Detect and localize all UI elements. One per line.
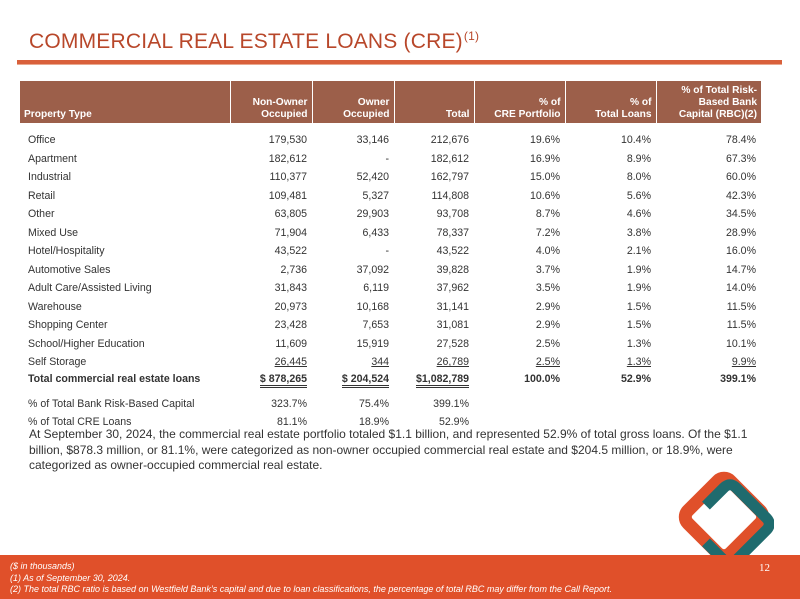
- table-cell: [474, 372, 565, 387]
- table-cell: [656, 187, 761, 206]
- cell-text: 1.3%: [626, 337, 651, 350]
- cell-text: 8.7%: [535, 208, 560, 221]
- table-cell: [394, 353, 474, 372]
- cell-text: 33,146: [356, 134, 389, 147]
- table-cell: [394, 335, 474, 354]
- table-cell: [656, 168, 761, 187]
- header-line: Total Loans: [595, 109, 652, 120]
- table-cell: [230, 298, 312, 317]
- table-cell: [394, 224, 474, 243]
- footnote-2: (2) The total RBC ratio is based on Westfield Bank’s capital and due to loan classifications, the percentage of total RBC may differ from the Call Report.: [10, 584, 612, 594]
- table-cell: [474, 168, 565, 187]
- cell-text: 9.9%: [731, 356, 756, 369]
- table-row: [20, 187, 761, 206]
- table-cell: [656, 387, 761, 414]
- cell-text: 43,522: [274, 245, 307, 258]
- cell-text: 11.5%: [726, 319, 756, 332]
- summary-paragraph: At September 30, 2024, the commercial real estate portfolio totaled $1.1 billion, and represented 52.9% of total gross loans. Of the $1.1 billion, $878.3 million, or 81.1%, were categorized as non-owner occupied commercial real estate and $204.5 million, or 18.9%, were categorized as owner-occupied commercial real estate.: [29, 427, 748, 472]
- cell-text: 399.1%: [433, 397, 469, 410]
- header-line: % of: [538, 97, 561, 108]
- table-cell: [656, 353, 761, 372]
- table-cell: [394, 298, 474, 317]
- cell-text: 20,973: [274, 300, 307, 313]
- row-label: [20, 123, 230, 150]
- table-cell: [394, 279, 474, 298]
- table-row: [20, 335, 761, 354]
- cell-text: 15,919: [356, 337, 389, 350]
- table-cell: [312, 387, 394, 414]
- cell-text: Shopping Center: [28, 319, 108, 332]
- table-cell: [230, 168, 312, 187]
- cell-text: 52,420: [356, 171, 389, 184]
- row-label: [20, 168, 230, 187]
- cell-text: 52.9%: [620, 373, 651, 385]
- table-cell: [474, 316, 565, 335]
- table-cell: [474, 353, 565, 372]
- table-row: [20, 261, 761, 280]
- cell-text: 14.7%: [725, 263, 756, 276]
- table-cell: [565, 335, 656, 354]
- cell-text: 5,327: [362, 189, 389, 202]
- row-label: [20, 242, 230, 261]
- row-label: [20, 150, 230, 169]
- table-cell: [230, 205, 312, 224]
- table-cell: [312, 316, 394, 335]
- cell-text: 2.5%: [535, 356, 560, 369]
- cell-text: 37,962: [436, 282, 469, 295]
- row-label: [20, 335, 230, 354]
- table-cell: [474, 187, 565, 206]
- cell-text: Automotive Sales: [28, 263, 111, 276]
- table-row: [20, 298, 761, 317]
- cell-text: 67.3%: [725, 152, 756, 165]
- cell-text: 162,797: [430, 171, 469, 184]
- cell-text: 399.1%: [720, 373, 756, 385]
- cell-text: 11.5%: [726, 300, 756, 313]
- cell-text: % of Total Bank Risk-Based Capital: [28, 397, 195, 410]
- table-cell: [312, 372, 394, 387]
- header-line: Occupied: [261, 109, 308, 120]
- table-cell: [312, 205, 394, 224]
- cell-text: 3.5%: [535, 282, 560, 295]
- table-cell: [474, 224, 565, 243]
- header-pct-total-loans: [565, 81, 656, 123]
- table-row: [20, 279, 761, 298]
- cell-text: 10.4%: [620, 134, 651, 147]
- cell-text: 39,828: [436, 263, 469, 276]
- cell-text: 7,653: [362, 319, 389, 332]
- cell-text: 75.4%: [358, 397, 389, 410]
- table-cell: [474, 387, 565, 414]
- table-cell: [312, 168, 394, 187]
- header-line: Property Type: [24, 109, 92, 120]
- cell-text: Hotel/Hospitality: [28, 245, 105, 258]
- cell-text: 26,445: [274, 356, 307, 369]
- cell-text: 34.5%: [725, 208, 756, 221]
- header-property-type: [20, 81, 230, 123]
- cell-text: 5.6%: [626, 189, 651, 202]
- cell-text: Warehouse: [28, 300, 82, 313]
- table-cell: [656, 335, 761, 354]
- cell-text: 100.0%: [524, 373, 560, 385]
- table-cell: [565, 242, 656, 261]
- table-cell: [656, 298, 761, 317]
- title-divider-shadow: [17, 64, 782, 65]
- table-cell: [565, 353, 656, 372]
- cell-text: 2,736: [280, 263, 307, 276]
- cell-text: 179,530: [268, 134, 307, 147]
- table-cell: [312, 187, 394, 206]
- table-cell: [656, 205, 761, 224]
- cell-text: 93,708: [436, 208, 469, 221]
- table-cell: [312, 123, 394, 150]
- cell-text: 182,612: [268, 152, 307, 165]
- table-cell: [565, 372, 656, 387]
- header-line: % of Total Risk-: [681, 85, 757, 96]
- table-cell: [312, 261, 394, 280]
- cell-text: Industrial: [28, 171, 71, 184]
- header-line: CRE Portfolio: [494, 109, 561, 120]
- table-cell: [230, 261, 312, 280]
- table-cell: [474, 205, 565, 224]
- cell-text: 29,903: [356, 208, 389, 221]
- cell-text: 14.0%: [725, 282, 756, 295]
- cell-text: 2.1%: [626, 245, 651, 258]
- row-label: [20, 316, 230, 335]
- row-label: [20, 353, 230, 372]
- table-row: [20, 242, 761, 261]
- cell-text: 7.2%: [535, 226, 560, 239]
- cell-text: 27,528: [436, 337, 469, 350]
- table-row: [20, 353, 761, 372]
- cell-text: $ 204,524: [342, 373, 389, 388]
- page-title: [29, 29, 479, 54]
- table-row: [20, 224, 761, 243]
- cell-text: 31,843: [274, 282, 307, 295]
- table-cell: [565, 261, 656, 280]
- ratio-row: [20, 387, 761, 414]
- page-number: 12: [759, 562, 770, 574]
- table-cell: [565, 123, 656, 150]
- table-cell: [312, 242, 394, 261]
- cell-text: 31,141: [436, 300, 469, 313]
- table-cell: [474, 335, 565, 354]
- table-cell: [656, 316, 761, 335]
- cell-text: 110,377: [269, 171, 307, 184]
- cell-text: 4.0%: [535, 245, 560, 258]
- cell-text: 2.9%: [535, 300, 560, 313]
- row-label: [20, 187, 230, 206]
- cell-text: 26,789: [436, 356, 469, 369]
- cell-text: 78.4%: [725, 134, 756, 147]
- table-cell: [394, 123, 474, 150]
- table-cell: [656, 261, 761, 280]
- table-cell: [312, 279, 394, 298]
- table-body: [20, 123, 761, 432]
- table-cell: [474, 261, 565, 280]
- cell-text: Apartment: [28, 152, 77, 165]
- table-cell: [312, 224, 394, 243]
- cell-text: 16.9%: [529, 152, 560, 165]
- table-row: [20, 150, 761, 169]
- table-cell: [230, 372, 312, 387]
- footnote-1: (1) As of September 30, 2024.: [10, 573, 131, 583]
- table-cell: [474, 279, 565, 298]
- table-cell: [230, 316, 312, 335]
- header-non-owner-occupied: [230, 81, 312, 123]
- row-label: [20, 261, 230, 280]
- header-line: Non-Owner: [252, 97, 308, 108]
- table-cell: [230, 279, 312, 298]
- table-cell: [565, 316, 656, 335]
- header-line: Capital (RBC)(2): [678, 109, 757, 120]
- row-label: [20, 224, 230, 243]
- cell-text: 1.5%: [626, 300, 651, 313]
- cell-text: 1.9%: [626, 263, 651, 276]
- cell-text: 37,092: [356, 263, 389, 276]
- table-cell: [565, 279, 656, 298]
- row-label: [20, 372, 230, 387]
- cell-text: 31,081: [436, 319, 469, 332]
- table-cell: [656, 224, 761, 243]
- cell-text: 78,337: [436, 226, 469, 239]
- table-cell: [394, 372, 474, 387]
- cell-text: 6,119: [363, 282, 389, 295]
- cell-text: 43,522: [436, 245, 469, 258]
- cell-text: 18.9%: [358, 416, 389, 429]
- table-cell: [230, 353, 312, 372]
- table-cell: [230, 387, 312, 414]
- cell-text: 10.1%: [725, 337, 756, 350]
- table-row: [20, 168, 761, 187]
- header-line: Based Bank: [698, 97, 757, 108]
- table-cell: [656, 242, 761, 261]
- table-cell: [312, 150, 394, 169]
- table-cell: [565, 168, 656, 187]
- cell-text: 8.9%: [626, 152, 651, 165]
- table-cell: [656, 150, 761, 169]
- cell-text: 60.0%: [725, 171, 756, 184]
- cell-text: 8.0%: [626, 171, 651, 184]
- row-label: [20, 387, 230, 414]
- cell-text: 16.0%: [725, 245, 756, 258]
- table-cell: [394, 187, 474, 206]
- table-cell: [656, 372, 761, 387]
- company-logo-icon: [674, 470, 774, 560]
- cell-text: 19.6%: [529, 134, 560, 147]
- cre-loans-table: [20, 81, 761, 432]
- cell-text: 10.6%: [529, 189, 560, 202]
- cell-text: School/Higher Education: [28, 337, 145, 350]
- table-cell: [394, 150, 474, 169]
- page-title-text: COMMERCIAL REAL ESTATE LOANS (CRE): [29, 30, 463, 53]
- cell-text: Office: [28, 134, 56, 147]
- cell-text: Mixed Use: [28, 226, 79, 239]
- header-owner-occupied: [312, 81, 394, 123]
- table-cell: [394, 316, 474, 335]
- table-row: [20, 316, 761, 335]
- table-cell: [230, 335, 312, 354]
- table-cell: [394, 242, 474, 261]
- table-cell: [474, 242, 565, 261]
- cell-text: $1,082,789: [416, 373, 469, 388]
- cell-text: $ 878,265: [260, 373, 307, 388]
- cell-text: 2.5%: [535, 337, 560, 350]
- cell-text: % of Total CRE Loans: [28, 416, 132, 429]
- cell-text: 1.9%: [626, 282, 651, 295]
- table-cell: [230, 224, 312, 243]
- table-header: [20, 81, 761, 123]
- table-cell: [230, 123, 312, 150]
- header-pct-cre-portfolio: [474, 81, 565, 123]
- header-line: Occupied: [343, 109, 390, 120]
- cell-text: 28.9%: [725, 226, 756, 239]
- table-cell: [230, 242, 312, 261]
- cell-text: 23,428: [274, 319, 307, 332]
- cell-text: 2.9%: [535, 319, 560, 332]
- cell-text: 182,612: [430, 152, 469, 165]
- table-row: [20, 123, 761, 150]
- cell-text: 1.5%: [626, 319, 651, 332]
- table-cell: [394, 168, 474, 187]
- cell-text: Other: [28, 208, 55, 221]
- table-cell: [312, 353, 394, 372]
- cell-text: 4.6%: [626, 208, 651, 221]
- table-cell: [565, 387, 656, 414]
- cell-text: 3.7%: [535, 263, 560, 276]
- header-line: Owner: [357, 97, 390, 108]
- cell-text: 3.8%: [626, 226, 651, 239]
- cell-text: 63,805: [274, 208, 307, 221]
- cell-text: 11,609: [275, 337, 307, 350]
- table-cell: [656, 279, 761, 298]
- cell-text: 212,676: [430, 134, 469, 147]
- table-cell: [565, 298, 656, 317]
- table-cell: [394, 387, 474, 414]
- cell-text: 10,168: [356, 300, 389, 313]
- cell-text: -: [385, 152, 389, 165]
- table-cell: [565, 150, 656, 169]
- cell-text: Total commercial real estate loans: [28, 373, 201, 385]
- units-note: ($ in thousands): [10, 561, 75, 571]
- cell-text: -: [385, 245, 389, 258]
- cell-text: Retail: [28, 189, 56, 202]
- table-cell: [474, 123, 565, 150]
- cell-text: 71,904: [274, 226, 307, 239]
- table-cell: [565, 205, 656, 224]
- cell-text: 15.0%: [529, 171, 560, 184]
- header-line: % of: [629, 97, 652, 108]
- cell-text: 344: [371, 356, 389, 369]
- table-cell: [656, 123, 761, 150]
- table-cell: [312, 298, 394, 317]
- header-pct-rbc: [656, 81, 761, 123]
- cell-text: 114,808: [431, 189, 469, 202]
- table-cell: [565, 187, 656, 206]
- table-cell: [312, 335, 394, 354]
- table-cell: [230, 187, 312, 206]
- table-cell: [394, 261, 474, 280]
- table-cell: [474, 298, 565, 317]
- table-cell: [230, 150, 312, 169]
- row-label: [20, 205, 230, 224]
- cell-text: 52.9%: [438, 416, 469, 429]
- header-line: Total: [445, 109, 470, 120]
- cell-text: 6,433: [362, 226, 389, 239]
- cell-text: Adult Care/Assisted Living: [28, 282, 152, 295]
- row-label: [20, 298, 230, 317]
- title-footnote-marker: (1): [463, 29, 480, 43]
- total-row: [20, 372, 761, 387]
- cell-text: 109,481: [268, 189, 307, 202]
- cell-text: Self Storage: [28, 356, 87, 369]
- cell-text: 81.1%: [276, 416, 307, 429]
- cell-text: 1.3%: [626, 356, 651, 369]
- cell-text: 323.7%: [271, 397, 307, 410]
- cell-text: 42.3%: [725, 189, 756, 202]
- table-cell: [565, 224, 656, 243]
- table-cell: [394, 205, 474, 224]
- table-row: [20, 205, 761, 224]
- page-footer: [0, 555, 800, 599]
- table-cell: [474, 150, 565, 169]
- header-total: [394, 81, 474, 123]
- row-label: [20, 279, 230, 298]
